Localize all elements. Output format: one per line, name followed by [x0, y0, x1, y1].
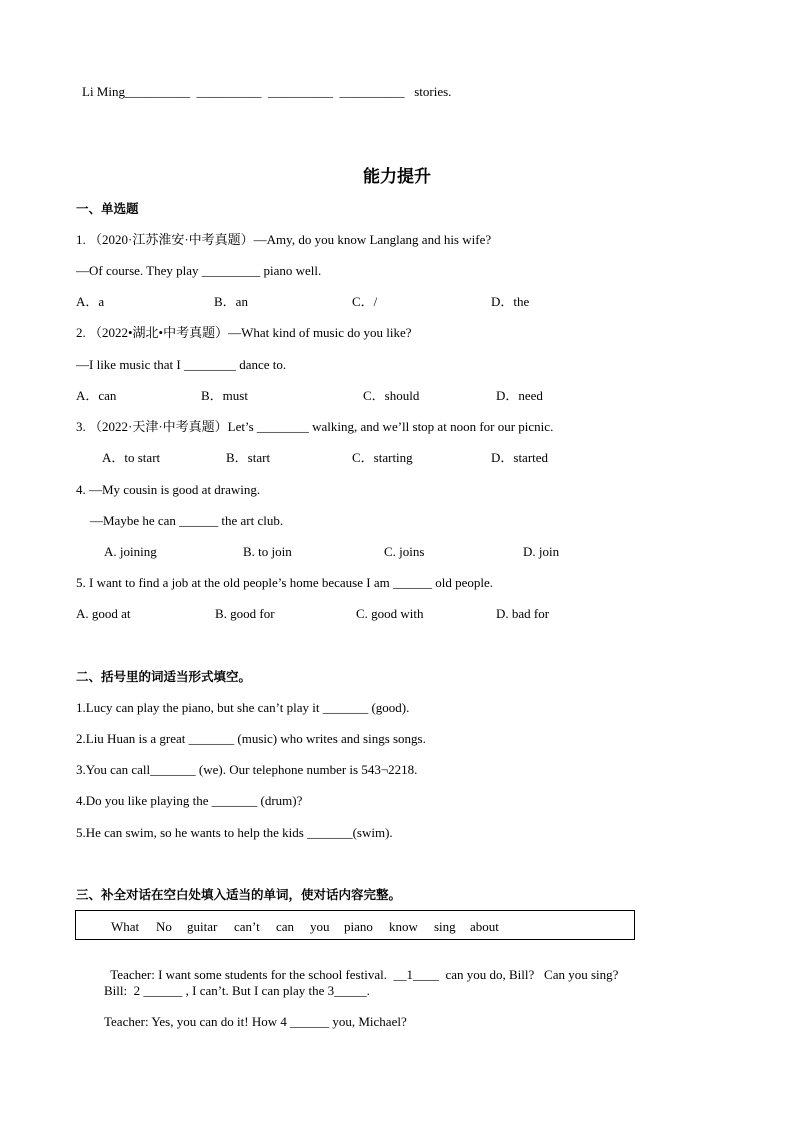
- question-2-option-d[interactable]: D．need: [496, 388, 543, 403]
- question-2-stem: 2. （2022•湖北•中考真题）—What kind of music do you like?: [76, 325, 412, 340]
- question-2-option-c[interactable]: C．should: [363, 388, 420, 403]
- question-4-option-a[interactable]: A. joining: [104, 544, 157, 559]
- question-4-option-c[interactable]: C. joins: [384, 544, 425, 559]
- dialogue-line-2: Bill: 2 ______ , I can’t. But I can play the 3_____.: [104, 983, 370, 998]
- question-2-line2: —I like music that I ________ dance to.: [76, 357, 287, 372]
- question-4-option-d[interactable]: D. join: [523, 544, 560, 559]
- question-5-option-a[interactable]: A. good at: [76, 606, 131, 621]
- question-4-stem: 4. —My cousin is good at drawing.: [76, 482, 261, 497]
- fill-item-5: 5.He can swim, so he wants to help the kids _______(swim).: [76, 825, 393, 840]
- question-4-option-b[interactable]: B. to join: [243, 544, 292, 559]
- question-5-option-d[interactable]: D. bad for: [496, 606, 550, 621]
- question-3-option-c[interactable]: C．starting: [352, 450, 413, 465]
- question-1-option-a[interactable]: A．a: [76, 294, 105, 309]
- question-1-stem: 1. （2020·江苏淮安·中考真题）—Amy, do you know Langlang and his wife?: [76, 232, 492, 247]
- word-bank-item: know: [389, 919, 418, 934]
- word-bank-box: [75, 910, 635, 940]
- word-bank-item: What: [111, 919, 140, 934]
- top-fill-line: Li Ming__________ __________ __________ __________ stories.: [82, 84, 452, 99]
- question-2-option-b[interactable]: B．must: [201, 388, 248, 403]
- question-1-line2: —Of course. They play _________ piano well.: [76, 263, 322, 278]
- question-5-stem: 5. I want to find a job at the old people’s home because I am ______ old people.: [76, 575, 493, 590]
- word-bank-item: can’t: [234, 919, 260, 934]
- question-3-stem: 3. （2022·天津·中考真题）Let’s ________ walking, and we’ll stop at noon for our picnic.: [76, 419, 554, 434]
- question-5-option-c[interactable]: C. good with: [356, 606, 424, 621]
- section-title-dialogue: 三、补全对话在空白处填入适当的单词，使对话内容完整。: [76, 887, 402, 902]
- page-title: 能力提升: [363, 167, 431, 187]
- question-1-option-d[interactable]: D．the: [491, 294, 530, 309]
- fill-item-2: 2.Liu Huan is a great _______ (music) who writes and sings songs.: [76, 731, 426, 746]
- question-1-option-b[interactable]: B．an: [214, 294, 248, 309]
- word-bank-item: guitar: [187, 919, 218, 934]
- dialogue-blank-1: __1____: [393, 967, 439, 982]
- word-bank-item: about: [470, 919, 499, 934]
- word-bank-item: sing: [434, 919, 456, 934]
- question-3-option-d[interactable]: D．started: [491, 450, 549, 465]
- question-2-option-a[interactable]: A．can: [76, 388, 117, 403]
- fill-item-4: 4.Do you like playing the _______ (drum)?: [76, 793, 303, 808]
- question-5-option-b[interactable]: B. good for: [215, 606, 275, 621]
- dialogue-line-1: [104, 951, 618, 983]
- question-3-option-a[interactable]: A．to start: [102, 450, 161, 465]
- dialogue-line-1-part-a: Teacher: I want some students for the school festival.: [110, 967, 394, 982]
- word-bank-item: you: [310, 919, 330, 934]
- fill-item-3: 3.You can call_______ (we). Our telephone number is 543¬2218.: [76, 762, 418, 777]
- dialogue-line-1-part-b: can you do, Bill? Can you sing?: [438, 967, 619, 982]
- word-bank-item: can: [276, 919, 295, 934]
- dialogue-line-3: Teacher: Yes, you can do it! How 4 ______ you, Michael?: [104, 1014, 407, 1029]
- word-bank-item: No: [156, 919, 172, 934]
- section-title-word-forms: 二、括号里的词适当形式填空。: [76, 669, 252, 684]
- section-title-single-choice: 一、单选题: [76, 201, 139, 216]
- word-bank-item: piano: [344, 919, 373, 934]
- fill-item-1: 1.Lucy can play the piano, but she can’t play it _______ (good).: [76, 700, 410, 715]
- question-4-line2: —Maybe he can ______ the art club.: [90, 513, 284, 528]
- question-1-option-c[interactable]: C．/: [352, 294, 378, 309]
- question-3-option-b[interactable]: B．start: [226, 450, 271, 465]
